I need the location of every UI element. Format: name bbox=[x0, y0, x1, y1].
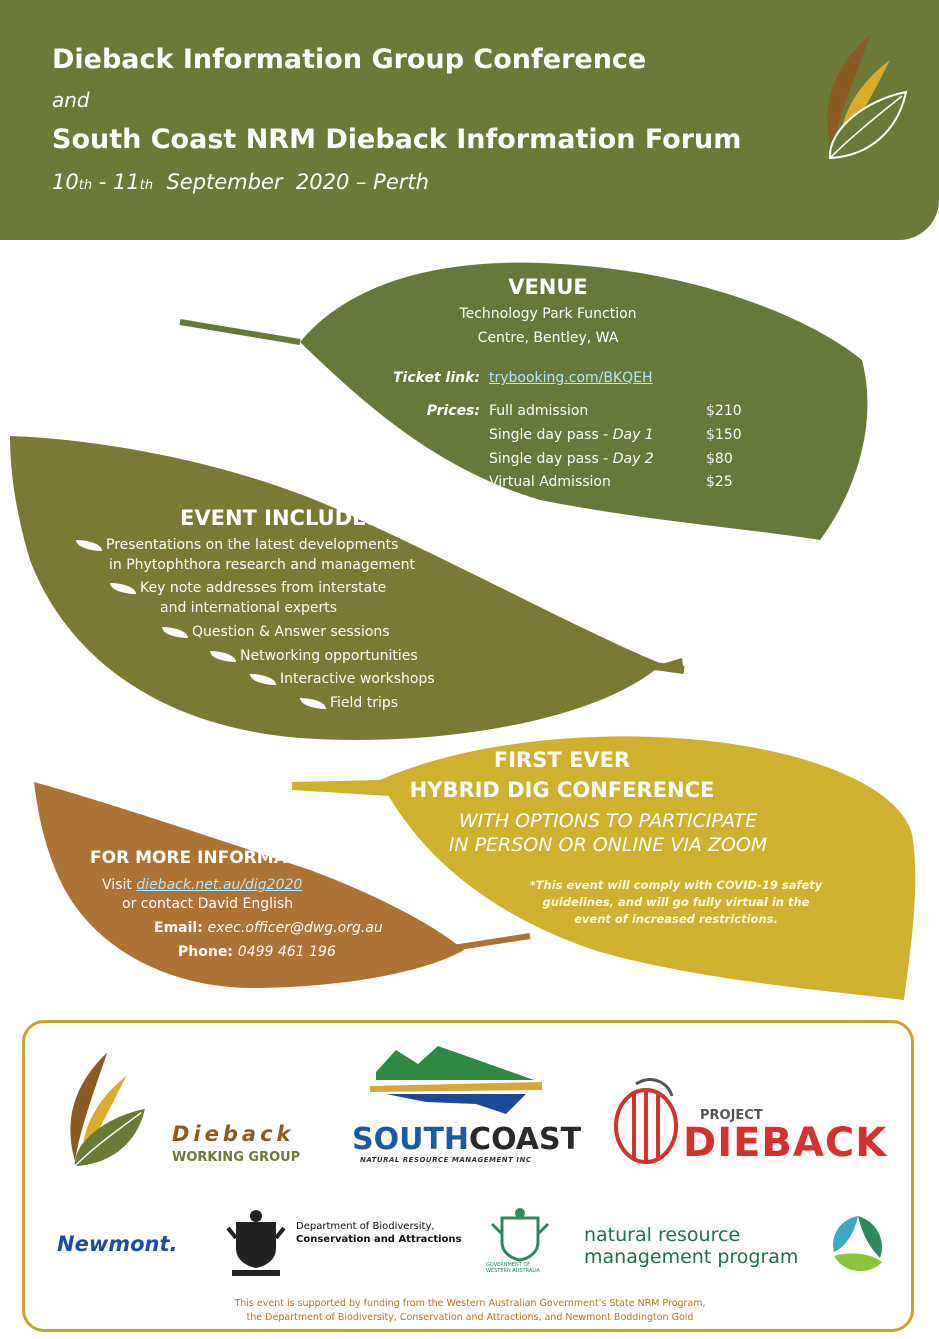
event-item: Networking opportunities bbox=[210, 647, 418, 666]
prices-label: Prices: bbox=[426, 403, 480, 419]
event-item: Question & Answer sessions bbox=[162, 623, 390, 642]
price-name-day1: Single day pass - Day 1 bbox=[489, 427, 654, 443]
price-value-day2: $80 bbox=[706, 451, 733, 467]
wa-crest-icon bbox=[222, 1208, 290, 1278]
hybrid-sub-2: IN PERSON OR ONLINE VIA ZOOM bbox=[448, 834, 768, 856]
event-item: Key note addresses from interstate bbox=[110, 579, 386, 598]
newmont-logo: Newmont. bbox=[57, 1232, 178, 1256]
venue-line-1: Technology Park Function bbox=[459, 306, 637, 322]
nrm-program-text: natural resource management program bbox=[584, 1224, 799, 1268]
price-value-full: $210 bbox=[706, 403, 742, 419]
covid-note-3: event of increased restrictions. bbox=[574, 912, 778, 926]
leaf-bullet-icon bbox=[250, 674, 276, 685]
leaf-bullet-icon bbox=[76, 540, 102, 551]
event-item-cont: in Phytophthora research and management bbox=[109, 557, 415, 573]
project-dieback-emblem-icon bbox=[606, 1076, 686, 1168]
hybrid-title-1: FIRST EVER bbox=[493, 748, 631, 772]
email-line: Email: exec.officer@dwg.org.au bbox=[154, 920, 383, 936]
venue-line-2: Centre, Bentley, WA bbox=[477, 330, 619, 346]
southcoast-logo-text: SOUTHCOAST bbox=[352, 1122, 582, 1157]
more-info-title: FOR MORE INFORMATION bbox=[90, 848, 333, 868]
price-name-full: Full admission bbox=[489, 403, 589, 419]
date-location: 10th - 11th September 2020 – Perth bbox=[52, 170, 429, 194]
covid-note-2: guidelines, and will go fully virtual in the bbox=[542, 895, 810, 909]
ticket-label: Ticket link: bbox=[393, 370, 480, 386]
dwg-logo-subtext: WORKING GROUP bbox=[172, 1150, 301, 1165]
visit-line: Visit dieback.net.au/dig2020 bbox=[102, 877, 303, 893]
price-value-virtual: $25 bbox=[706, 474, 733, 490]
and-text: and bbox=[52, 88, 90, 112]
nrm-program-emblem-icon bbox=[826, 1212, 890, 1278]
wa-government-crest-icon bbox=[484, 1206, 556, 1270]
price-value-day1: $150 bbox=[706, 427, 742, 443]
project-dieback-label: PROJECT bbox=[700, 1108, 763, 1123]
event-item: Interactive workshops bbox=[250, 670, 435, 689]
southcoast-mountain-icon bbox=[366, 1044, 546, 1116]
event-item: Presentations on the latest developments bbox=[76, 536, 398, 555]
ticket-link[interactable]: trybooking.com/BKQEH bbox=[489, 370, 653, 386]
venue-title: VENUE bbox=[508, 275, 588, 299]
hybrid-title-2: HYBRID DIG CONFERENCE bbox=[409, 778, 715, 802]
covid-note-1: *This event will comply with COVID-19 safety bbox=[529, 878, 823, 892]
project-dieback-title: DIEBACK bbox=[683, 1120, 888, 1166]
leaf-bullet-icon bbox=[162, 627, 188, 638]
leaf-bullet-icon bbox=[300, 698, 326, 709]
phone-line: Phone: 0499 461 196 bbox=[178, 944, 336, 960]
event-item-cont: and international experts bbox=[160, 600, 338, 616]
contact-line: or contact David English bbox=[122, 896, 294, 912]
southcoast-logo-subtext: NATURAL RESOURCE MANAGEMENT INC bbox=[360, 1156, 532, 1164]
forum-title: South Coast NRM Dieback Information Forum bbox=[52, 124, 742, 155]
wa-government-text: GOVERNMENT OF WESTERN AUSTRALIA bbox=[486, 1262, 540, 1274]
price-name-day2: Single day pass - Day 2 bbox=[489, 451, 654, 467]
conference-title: Dieback Information Group Conference bbox=[52, 44, 647, 75]
event-includes-title: EVENT INCLUDES bbox=[180, 506, 382, 530]
event-item: Field trips bbox=[300, 694, 398, 713]
leaf-bullet-icon bbox=[210, 651, 236, 662]
dbca-logo-text: Department of Biodiversity, Conservation and Attractions bbox=[296, 1221, 462, 1245]
hybrid-sub-1: WITH OPTIONS TO PARTICIPATE bbox=[458, 810, 758, 832]
dieback-working-group-leaf-icon bbox=[50, 1048, 155, 1168]
dwg-logo-text: Dieback bbox=[172, 1122, 295, 1146]
price-name-virtual: Virtual Admission bbox=[489, 474, 611, 490]
website-link[interactable]: dieback.net.au/dig2020 bbox=[136, 877, 303, 893]
funding-statement: This event is supported by funding from the Western Australian Government's State NRM Program, the Department of Biodiversity, Conservation and Attractions, and Newmont Boddington Gold bbox=[234, 1298, 706, 1323]
leaf-bullet-icon bbox=[110, 583, 136, 594]
